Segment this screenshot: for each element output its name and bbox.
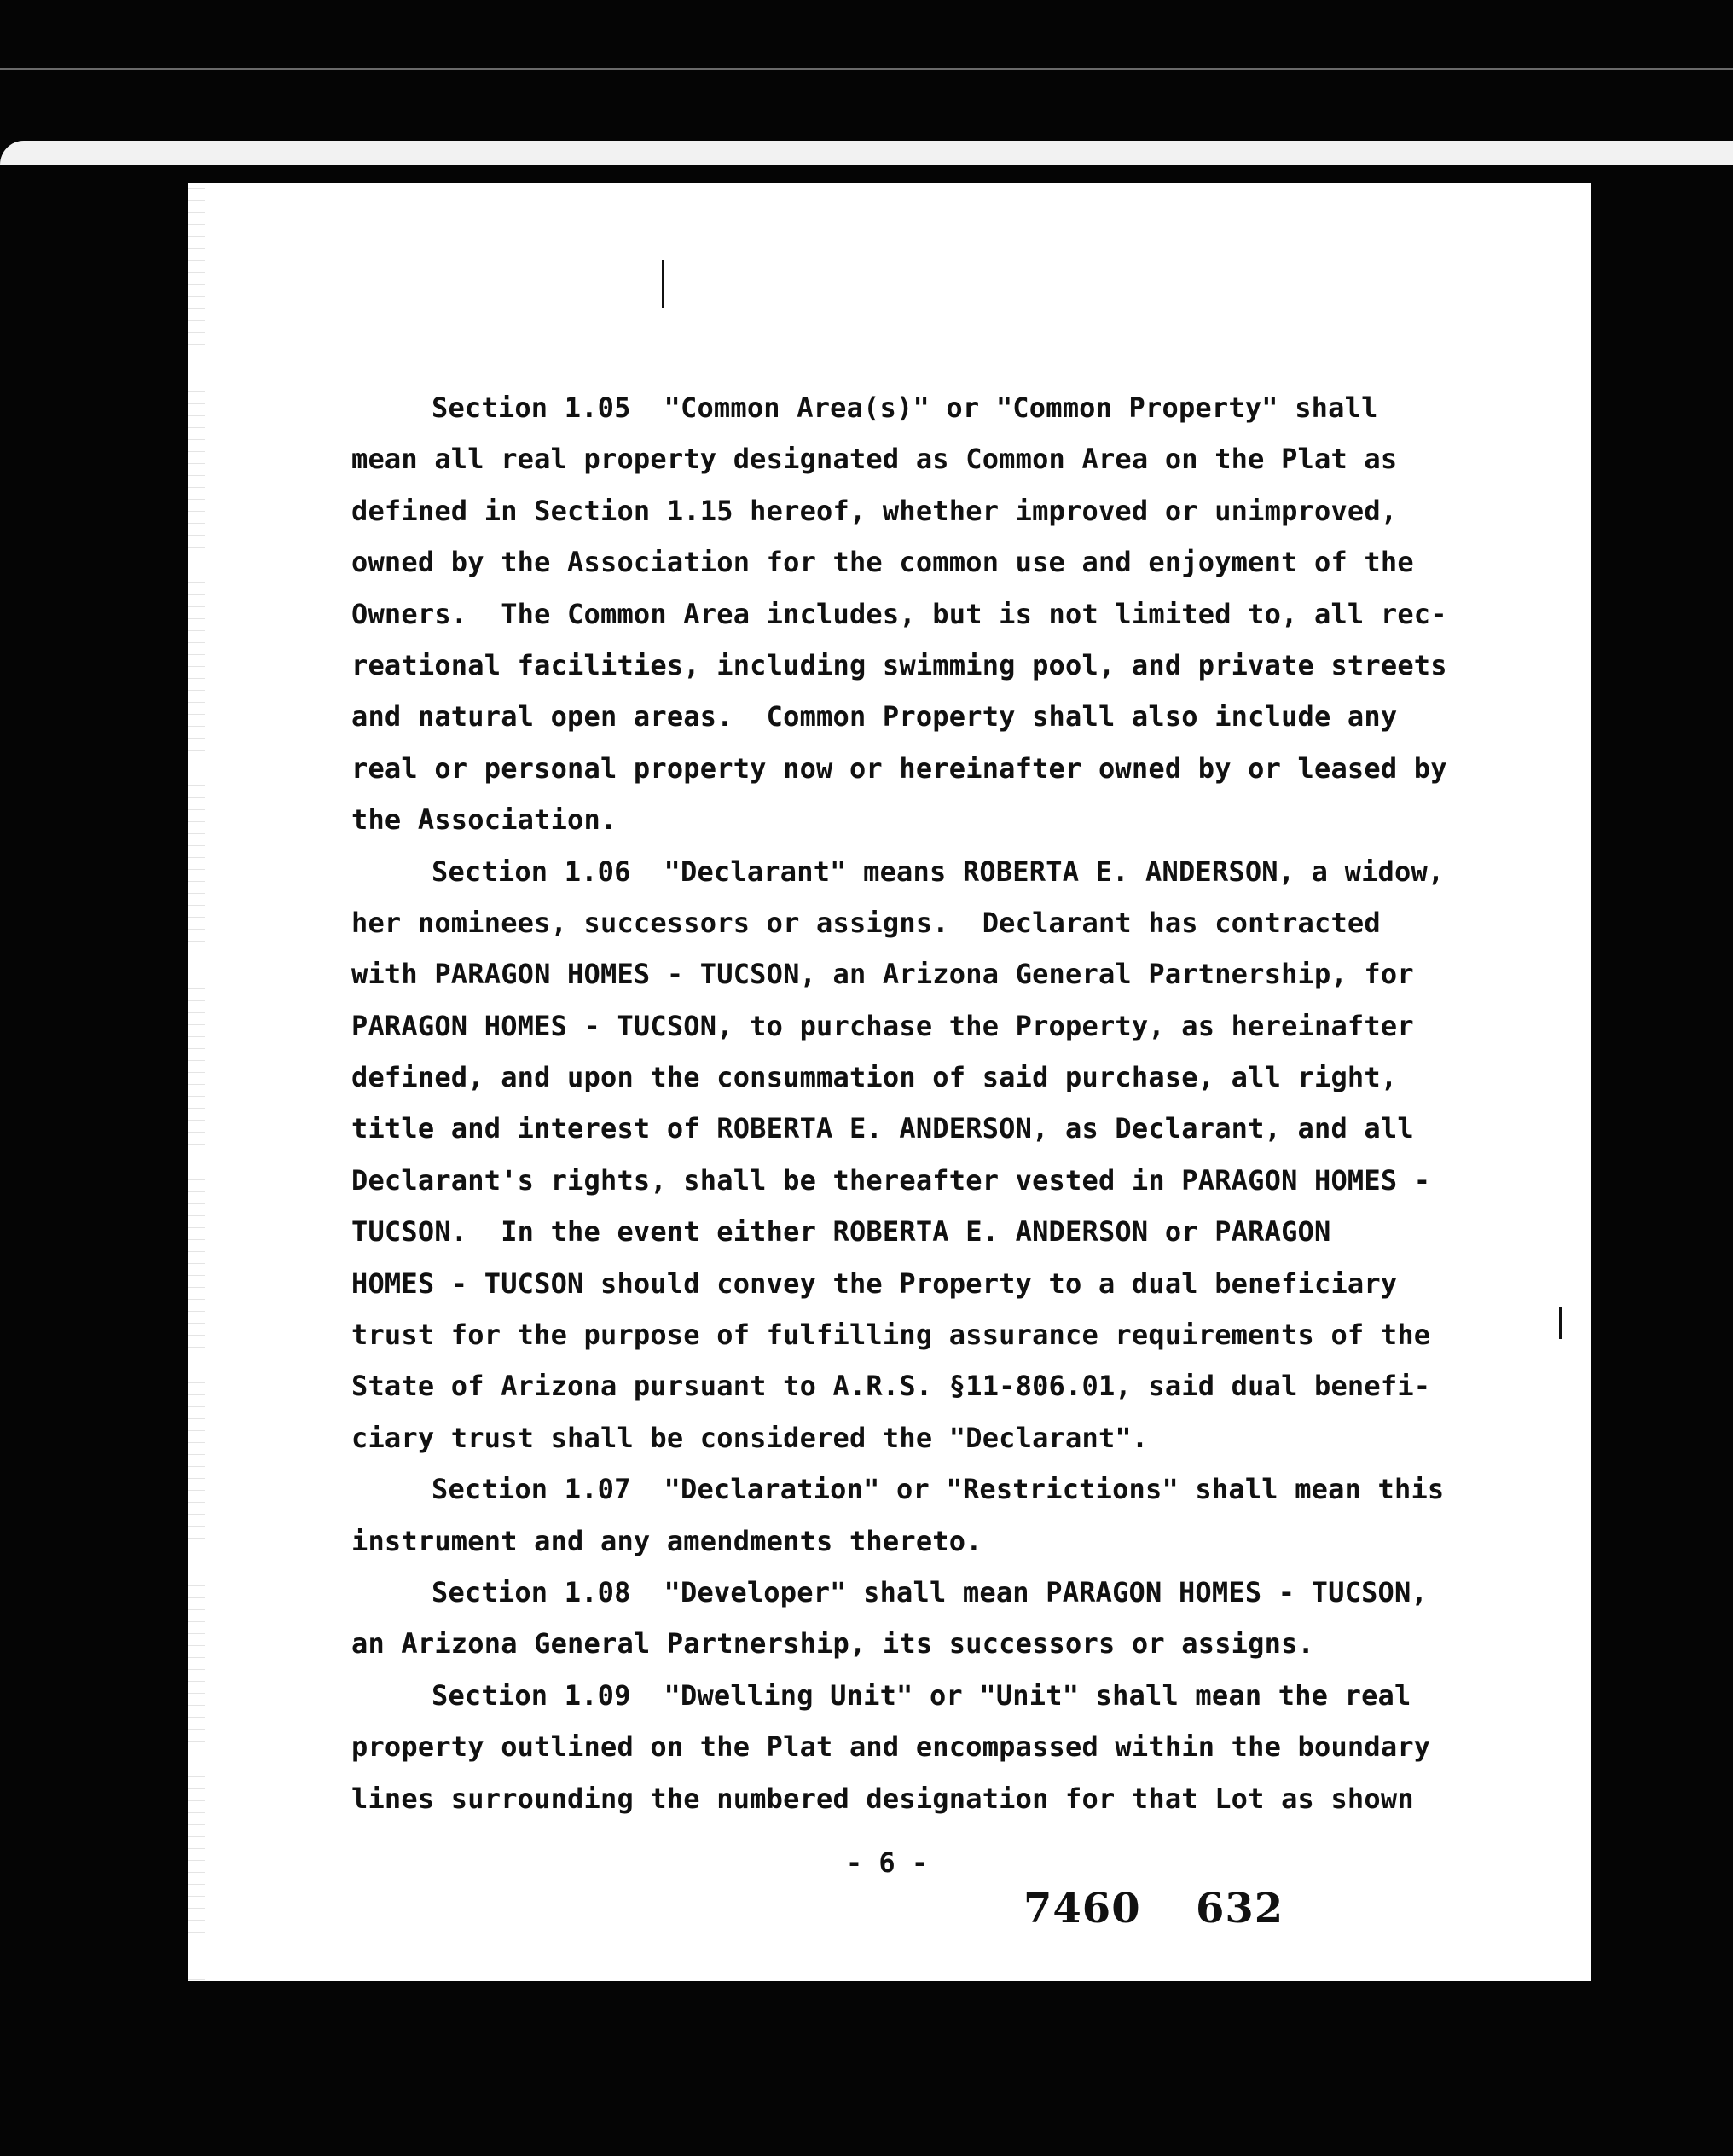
text-line: trust for the purpose of fulfilling assurance requirements of the <box>351 1319 1431 1352</box>
text-line: defined in Section 1.15 hereof, whether improved or unimproved, <box>351 494 1398 527</box>
text-line: title and interest of ROBERTA E. ANDERSON, as Declarant, and all <box>351 1112 1414 1145</box>
text-line: Section 1.07 "Declaration" or "Restrictions" shall mean this <box>432 1473 1445 1506</box>
scan-edge-line <box>0 68 1733 70</box>
text-line: instrument and any amendments thereto. <box>351 1524 982 1557</box>
text-line: Owners. The Common Area includes, but is not limited to, all rec- <box>351 597 1447 630</box>
top-margin-mark <box>662 260 664 308</box>
text-line: with PARAGON HOMES - TUCSON, an Arizona General Partnership, for <box>351 958 1414 991</box>
text-line: State of Arizona pursuant to A.R.S. §11-806.01, said dual benefi- <box>351 1370 1431 1403</box>
text-line: Section 1.06 "Declarant" means ROBERTA E. ANDERSON, a widow, <box>432 855 1445 888</box>
recording-book-number: 7460 <box>1023 1885 1141 1933</box>
text-line: TUCSON. In the event either ROBERTA E. ANDERSON or PARAGON <box>351 1215 1331 1249</box>
document-body <box>351 382 1452 1824</box>
recording-page-number: 632 <box>1196 1885 1284 1933</box>
right-margin-mark <box>1559 1307 1562 1339</box>
text-line: ciary trust shall be considered the "Declarant". <box>351 1421 1149 1454</box>
text-line: mean all real property designated as Common Area on the Plat as <box>351 443 1398 476</box>
text-line: Section 1.08 "Developer" shall mean PARAGON HOMES - TUCSON, <box>432 1575 1428 1608</box>
text-line: Section 1.09 "Dwelling Unit" or "Unit" shall mean the real <box>432 1678 1411 1712</box>
page-edge-speckle <box>188 183 205 1981</box>
scan-top-band <box>0 141 1733 165</box>
text-line: her nominees, successors or assigns. Declarant has contracted <box>351 906 1381 939</box>
text-line: owned by the Association for the common use and enjoyment of the <box>351 546 1414 579</box>
page-number: - 6 - <box>845 1846 929 1879</box>
text-line: Section 1.05 "Common Area(s)" or "Common Property" shall <box>432 391 1378 424</box>
text-line: PARAGON HOMES - TUCSON, to purchase the Property, as hereinafter <box>351 1009 1414 1042</box>
text-line: HOMES - TUCSON should convey the Property to a dual beneficiary <box>351 1266 1398 1300</box>
text-line: reational facilities, including swimming pool, and private streets <box>351 648 1447 681</box>
text-line: and natural open areas. Common Property shall also include any <box>351 700 1398 733</box>
text-line: the Association. <box>351 803 617 837</box>
text-line: defined, and upon the consummation of said purchase, all right, <box>351 1061 1398 1094</box>
text-line: real or personal property now or hereinafter owned by or leased by <box>351 751 1447 785</box>
text-line: Declarant's rights, shall be thereafter vested in PARAGON HOMES - <box>351 1163 1431 1197</box>
text-line: lines surrounding the numbered designation for that Lot as shown <box>351 1782 1414 1815</box>
text-line: property outlined on the Plat and encompassed within the boundary <box>351 1730 1431 1764</box>
text-line: an Arizona General Partnership, its successors or assigns. <box>351 1627 1315 1660</box>
